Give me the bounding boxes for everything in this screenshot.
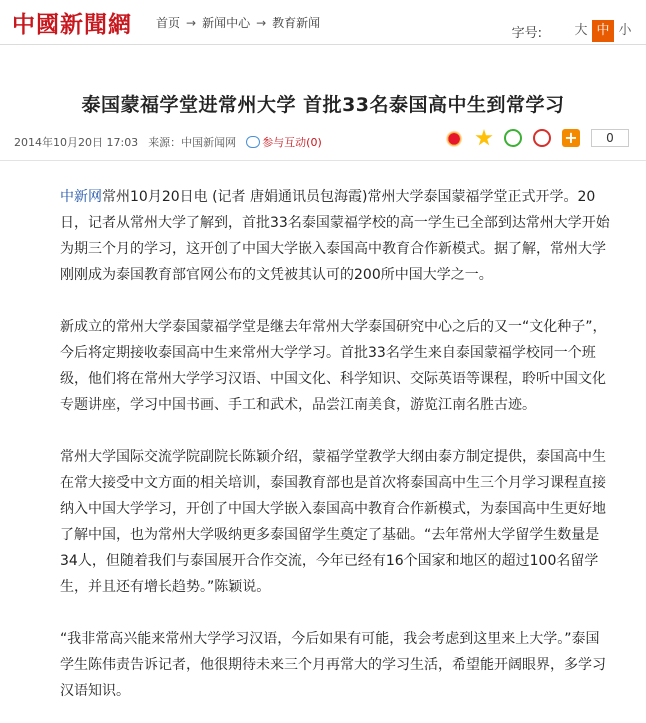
breadcrumb-separator: → (256, 16, 267, 30)
breadcrumb-news-center[interactable]: 新闻中心 (202, 16, 251, 30)
comment-bubble-icon (246, 136, 260, 148)
share-bar (446, 129, 629, 147)
interact-link[interactable] (246, 134, 332, 150)
article-date: 2014年10月20日 17:03 (14, 136, 139, 149)
font-size-label: 字号: (511, 25, 542, 41)
article-body (60, 184, 610, 723)
article-paragraph: “我非常高兴能来常州大学学习汉语，今后如果有可能，我会考虑到这里来上大学。”泰国学生陈伟责告诉记者，他很期待未来三个月再常大的学习生活，希望能开阔眼界，多学习汉语知识。 (60, 631, 606, 699)
article-paragraph: 新成立的常州大学泰国蒙福学堂是继去年常州大学泰国研究中心之后的又一“文化种子”，今后将定期接收泰国高中生来常州大学学习。首批33名学生来自泰国蒙福学校同一个班级，他们将在常州大学学习汉语、中国文化、科学知识、交际英语等课程，聆听中国文化专题讲座，学习中国书画、手工和武术，品尝江南美食，游览江南名胜古迹。 (60, 319, 607, 413)
article-meta (14, 134, 342, 150)
article-paragraph: 常州大学国际交流学院副院长陈颖介绍，蒙福学堂教学大纲由泰方制定提供，泰国高中生在常大接受中文方面的相关培训，泰国教育部也是首次将泰国高中生三个月学习课程直接纳入中国大学学习，开创了中国大学嵌入泰国高中教育合作新模式，为泰国高中生更好地了解中国，也为常州大学吸纳更多泰国留学生奠定了基础。“去年常州大学留学生数量是34人，但随着我们与泰国展开合作交流，今年已经有16个国家和地区的超过100名留学生，并且还有增长趋势。”陈颖说。 (60, 449, 606, 595)
article-paragraph (60, 184, 610, 288)
interact-label: 参与互动(0) (262, 136, 322, 149)
breadcrumb-home[interactable]: 首页 (156, 16, 181, 30)
article-title: 泰国蒙福学堂进常州大学 首批33名泰国高中生到常学习 (81, 94, 565, 116)
breadcrumb-separator: → (186, 16, 197, 30)
site-logo[interactable]: 中國新聞網 (12, 11, 132, 38)
weibo-share-icon[interactable] (446, 129, 464, 147)
wechat-share-icon[interactable] (504, 129, 522, 147)
paragraph-text: 常州10月20日电 (记者 唐娟通讯员包海霞)常州大学泰国蒙福学堂正式开学。20日，记者从常州大学了解到，首批33名泰国蒙福学校的高一学生已全部到达常州大学开始为期三个月的学习，这开创了中国大学嵌入泰国高中教育合作新模式。据了解，常州大学刚刚成为泰国教育部官网公布的文凭被其认可的200所中国大学之一。 (60, 189, 610, 283)
font-size-medium[interactable]: 中 (592, 20, 614, 42)
breadcrumb (156, 14, 320, 31)
renren-share-icon[interactable] (533, 129, 551, 147)
top-bar (0, 0, 646, 44)
font-size-large[interactable]: 大 (574, 23, 588, 38)
font-size-switcher (512, 20, 636, 42)
qzone-share-icon[interactable] (475, 129, 493, 147)
source-lead[interactable]: 中新网 (60, 189, 102, 205)
font-size-small[interactable]: 小 (618, 23, 632, 38)
article-source: 来源：中国新闻网 (148, 136, 237, 149)
more-share-icon[interactable]: + (562, 129, 580, 147)
meta-divider (0, 160, 646, 161)
header-divider (0, 44, 646, 45)
breadcrumb-education-news[interactable]: 教育新闻 (272, 16, 321, 30)
share-count: 0 (591, 129, 629, 147)
